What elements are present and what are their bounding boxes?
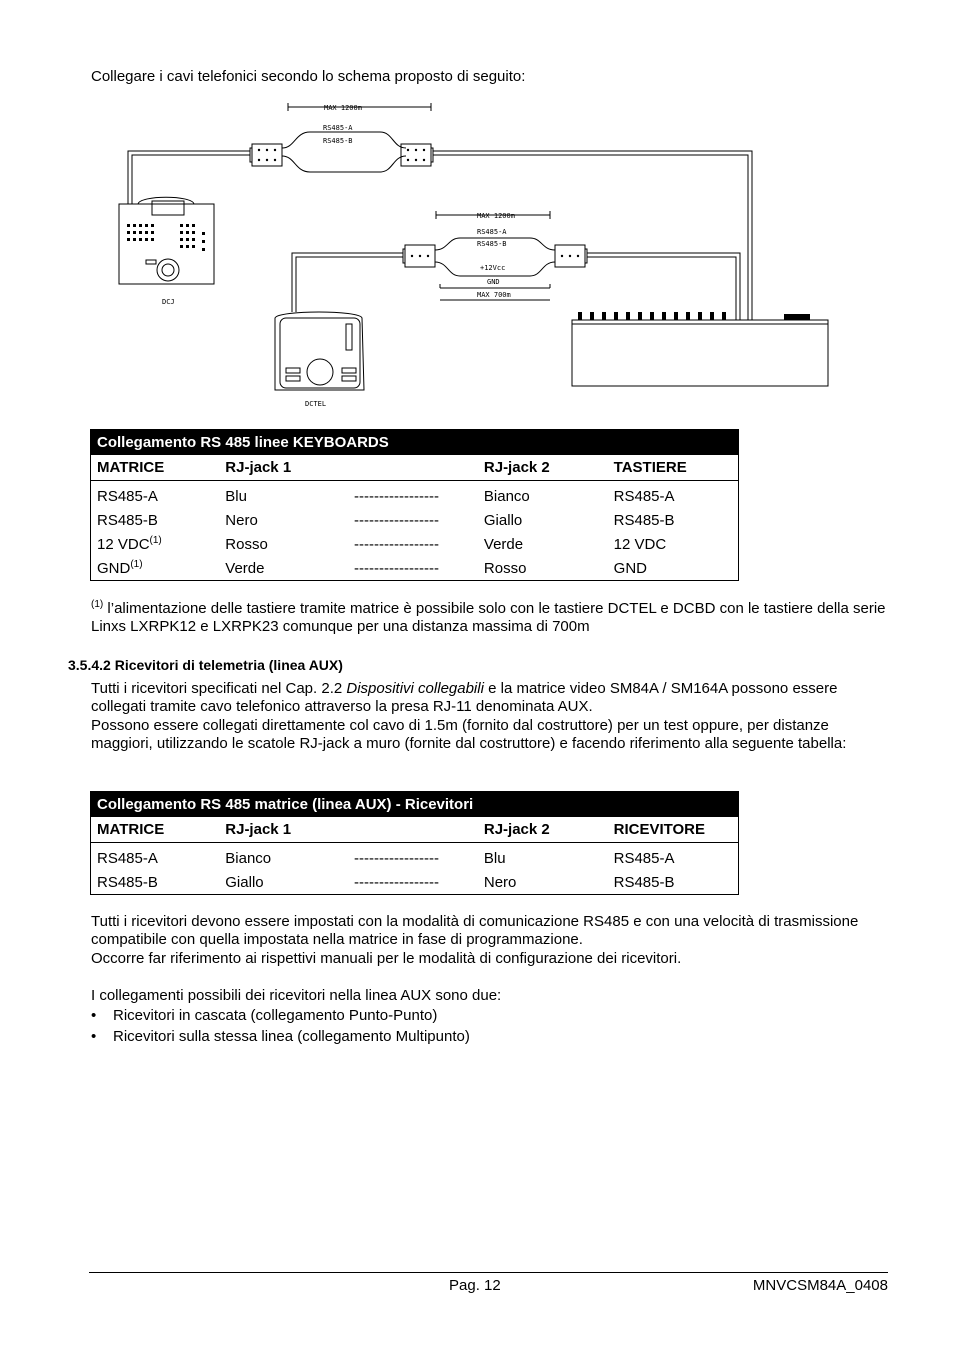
diag-top-a: RS485-A [323, 124, 353, 132]
table2-title: Collegamento RS 485 matrice (linea AUX) - Ricevitori [91, 792, 739, 818]
document-code: MNVCSM84A_0408 [752, 1277, 888, 1294]
diag-top-max: MAX 1200m [324, 104, 362, 112]
diag-mid-max700: MAX 700m [477, 291, 511, 299]
table-cell: Rosso [483, 559, 527, 577]
table-row [91, 556, 739, 581]
table-cell: Verde [483, 535, 524, 553]
table-row [91, 870, 739, 895]
diag-mid-max: MAX 1200m [477, 212, 515, 220]
section-paragraph-2: Possono essere collegati direttamente col cavo di 1.5m (fornito dal costruttore) per un test oppure, per distanze maggiori, utilizzando le scatole RJ-jack a muro (fornite dal costruttore) e facendo riferimento alla seguente tabella: [91, 717, 847, 752]
cell-text: 12 VDC [97, 535, 150, 553]
table-cell: RS485-B [97, 873, 158, 891]
diag-mid-gnd: GND [487, 278, 500, 286]
table-cell: Bianco [225, 849, 272, 867]
table-cell [91, 556, 220, 581]
diag-dctel-label: DCTEL [305, 400, 327, 408]
table2-header: RICEVITORE [608, 817, 739, 843]
table1-title: Collegamento RS 485 linee KEYBOARDS [91, 430, 739, 456]
table-cell: GND [613, 559, 647, 577]
diag-mid-b: RS485-B [477, 240, 507, 248]
diag-top-b: RS485-B [323, 137, 353, 145]
table-cell: RS485-A [97, 487, 158, 505]
table-cell: ----------------- [354, 849, 439, 867]
footnote-marker: (1) [91, 599, 104, 610]
receivers-table [90, 791, 739, 895]
keyboards-table [90, 429, 739, 581]
table-cell: ----------------- [354, 535, 439, 553]
table2-header: RJ-jack 2 [478, 817, 608, 843]
table-cell: RS485-B [613, 511, 675, 529]
diag-dcj-label: DCJ [162, 298, 175, 306]
table-cell: RS485-B [97, 511, 158, 529]
table-row [91, 843, 739, 871]
footnote-marker: (1) [130, 558, 143, 570]
table1-header: RJ-jack 2 [478, 455, 608, 481]
p1-text-cont: e la matrice video SM84A / SM164A possono essere collegati tramite cavo telefonico attraverso la presa RJ-11 denominata AUX. [91, 680, 838, 715]
table-cell: Verde [225, 559, 265, 577]
table-cell: RS485-A [97, 849, 158, 867]
paragraph-3: Tutti i ricevitori devono essere impostati con la modalità di comunicazione RS485 e con una velocità di trasmissione compatibile con quella impostata nella matrice in fase di programmazione. [91, 913, 859, 948]
table-cell: 12 VDC [613, 535, 667, 553]
footnote-marker: (1) [149, 534, 162, 546]
paragraph-4: Occorre far riferimento ai rispettivi manuali per le modalità di configurazione dei ricevitori. [91, 950, 682, 967]
table1-header: MATRICE [91, 455, 220, 481]
table-cell: Bianco [483, 487, 530, 505]
table2-header [348, 817, 478, 843]
section-paragraph-1 [91, 680, 891, 716]
table2-header: MATRICE [91, 817, 220, 843]
table-cell: RS485-B [613, 873, 675, 891]
table-cell: ----------------- [354, 873, 439, 891]
section-heading: 3.5.4.2 Ricevitori di telemetria (linea AUX) [68, 657, 343, 673]
table2-header: RJ-jack 1 [219, 817, 348, 843]
p1-text: Tutti i ricevitori specificati nel Cap. 2.2 [91, 680, 347, 697]
table-cell: Nero [483, 873, 517, 891]
table-cell: RS485-A [613, 487, 675, 505]
intro-text: Collegare i cavi telefonici secondo lo schema proposto di seguito: [91, 68, 526, 85]
table-cell: ----------------- [354, 511, 439, 529]
wiring-diagram [110, 100, 835, 412]
table-cell: ----------------- [354, 559, 439, 577]
table1-header [348, 455, 478, 481]
footnote-text: l’alimentazione delle tastiere tramite matrice è possibile solo con le tastiere DCTEL e DCBD con le tastiere della serie Linxs LXRPK12 e LXRPK23 comunque per una distanza massima di 700m [91, 600, 886, 635]
table-cell: Giallo [483, 511, 523, 529]
diag-mid-vcc: +12Vcc [480, 264, 506, 272]
cell-text: GND [97, 559, 131, 577]
table-cell: ----------------- [354, 487, 439, 505]
page-number: Pag. 12 [449, 1277, 501, 1294]
table-row [91, 481, 739, 509]
table1-header: RJ-jack 1 [219, 455, 348, 481]
table-row [91, 508, 739, 532]
list-item: • Ricevitori sulla stessa linea (collegamento Multipunto) [91, 1026, 470, 1047]
table-cell: Nero [225, 511, 258, 529]
table-cell: Giallo [225, 873, 264, 891]
p1-emphasis: Dispositivi collegabili [346, 680, 484, 697]
diag-mid-a: RS485-A [477, 228, 507, 236]
paragraph-5: I collegamenti possibili dei ricevitori nella linea AUX sono due: [91, 987, 502, 1004]
footer-divider [89, 1272, 888, 1273]
table-row [91, 532, 739, 556]
bullet-list [91, 1005, 470, 1047]
footnote [91, 600, 891, 636]
list-item: • Ricevitori in cascata (collegamento Punto-Punto) [91, 1005, 470, 1026]
table-cell [91, 532, 220, 556]
table-cell: RS485-A [613, 849, 675, 867]
table-cell: Rosso [225, 535, 268, 553]
table-cell: Blu [225, 487, 247, 505]
table-cell: Blu [483, 849, 506, 867]
table1-header: TASTIERE [608, 455, 739, 481]
